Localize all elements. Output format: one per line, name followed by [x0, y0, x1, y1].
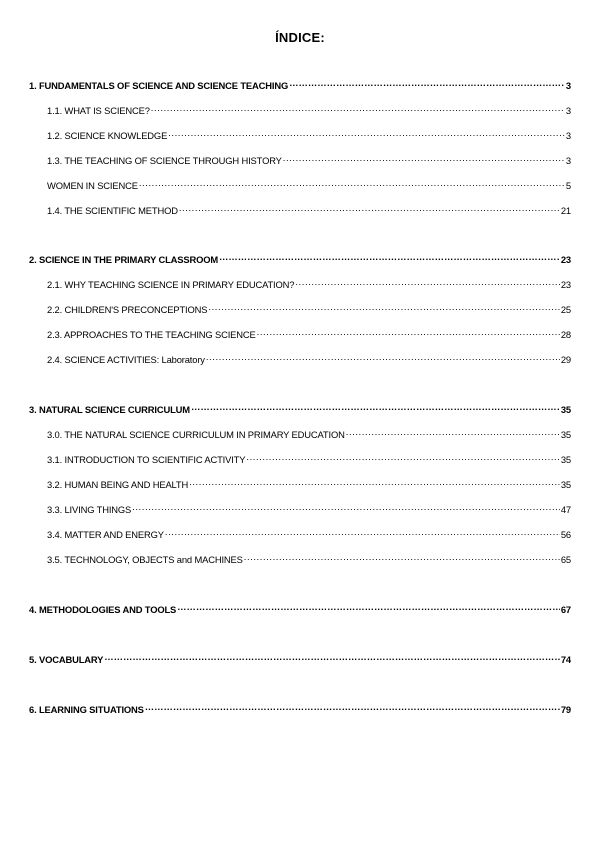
toc-entry[interactable] [47, 276, 571, 291]
toc-entry-page: 3 [565, 105, 571, 116]
toc-entry-page: 3 [565, 155, 571, 166]
toc-entry[interactable] [29, 701, 571, 716]
dot-leader [244, 551, 560, 563]
toc-entry-label: 3.2. HUMAN BEING AND HEALTH [47, 479, 189, 490]
dot-leader [177, 601, 560, 613]
toc-entry-label: 3.5. TECHNOLOGY, OBJECTS and MACHINES [47, 554, 243, 565]
toc-entry-page: 35 [560, 429, 571, 440]
dot-leader [257, 326, 560, 338]
dot-leader [206, 351, 560, 363]
toc-entry-page: 23 [560, 279, 571, 290]
toc-entry-label: 3. NATURAL SCIENCE CURRICULUM [29, 404, 190, 415]
dot-leader [283, 152, 565, 164]
toc-entry-page: 5 [565, 180, 571, 191]
toc-entry-page: 35 [560, 404, 571, 415]
dot-leader [189, 476, 560, 488]
toc-entry[interactable] [29, 401, 571, 416]
toc-entry-page: 35 [560, 454, 571, 465]
toc-entry[interactable] [47, 326, 571, 341]
toc-entry[interactable] [47, 127, 571, 142]
dot-leader [219, 251, 560, 263]
toc-entry-page: 56 [560, 529, 571, 540]
toc-entry-page: 3 [565, 80, 571, 91]
toc-entry-label: 2.1. WHY TEACHING SCIENCE IN PRIMARY EDUCATION? [47, 279, 295, 290]
toc-entry-label: 2.4. SCIENCE ACTIVITIES: Laboratory [47, 354, 205, 365]
dot-leader [132, 501, 560, 513]
page-title: ÍNDICE: [275, 30, 325, 45]
dot-leader [246, 451, 559, 463]
toc-entry-page: 23 [560, 254, 571, 265]
toc-entry-label: 3.3. LIVING THINGS [47, 504, 132, 515]
dot-leader [208, 301, 560, 313]
dot-leader [145, 701, 560, 713]
toc-entry-label: 3.0. THE NATURAL SCIENCE CURRICULUM IN PRIMARY EDUCATION [47, 429, 345, 440]
toc-entry[interactable] [47, 451, 571, 466]
dot-leader [165, 526, 560, 538]
toc-entry[interactable] [47, 152, 571, 167]
dot-leader [289, 77, 565, 89]
toc-entry[interactable] [47, 102, 571, 117]
toc-entry-page: 79 [560, 704, 571, 715]
toc-entry-page: 65 [560, 554, 571, 565]
dot-leader [168, 127, 565, 139]
toc-entry[interactable] [47, 301, 571, 316]
dot-leader [139, 177, 565, 189]
toc-entry-label: 1.2. SCIENCE KNOWLEDGE [47, 130, 168, 141]
dot-leader [191, 401, 560, 413]
toc-entry-label: WOMEN IN SCIENCE [47, 180, 138, 191]
toc-entry-label: 2. SCIENCE IN THE PRIMARY CLASSROOM [29, 254, 219, 265]
toc-entry[interactable] [47, 501, 571, 516]
toc-entry-label: 2.3. APPROACHES TO THE TEACHING SCIENCE [47, 329, 256, 340]
dot-leader [179, 202, 560, 214]
dot-leader [104, 651, 560, 663]
toc-entry-label: 1.1. WHAT IS SCIENCE? [47, 105, 150, 116]
toc-entry-label: 1.4. THE SCIENTIFIC METHOD [47, 205, 178, 216]
toc-entry[interactable] [29, 601, 571, 616]
dot-leader [151, 102, 565, 114]
toc-entry-page: 47 [560, 504, 571, 515]
toc-entry-label: 6. LEARNING SITUATIONS [29, 704, 144, 715]
dot-leader [295, 276, 560, 288]
toc-entry[interactable] [29, 651, 571, 666]
toc-entry-page: 74 [560, 654, 571, 665]
toc-entry[interactable] [47, 476, 571, 491]
toc-entry-label: 2.2. CHILDREN'S PRECONCEPTIONS [47, 304, 208, 315]
dot-leader [346, 426, 560, 438]
toc-entry[interactable] [47, 202, 571, 217]
toc-entry-label: 3.4. MATTER AND ENERGY [47, 529, 164, 540]
toc-entry-page: 29 [560, 354, 571, 365]
toc-entry-label: 4. METHODOLOGIES AND TOOLS [29, 604, 177, 615]
toc-entry[interactable] [29, 251, 571, 266]
toc-entry-page: 67 [560, 604, 571, 615]
toc-entry-label: 5. VOCABULARY [29, 654, 104, 665]
toc-entry[interactable] [29, 77, 571, 92]
toc-entry-label: 3.1. INTRODUCTION TO SCIENTIFIC ACTIVITY [47, 454, 246, 465]
toc-entry-page: 21 [560, 205, 571, 216]
toc-entry[interactable] [47, 551, 571, 566]
toc-entry-page: 3 [565, 130, 571, 141]
toc-entry-label: 1. FUNDAMENTALS OF SCIENCE AND SCIENCE TEACHING [29, 80, 289, 91]
toc-entry[interactable] [47, 526, 571, 541]
toc-entry[interactable] [47, 351, 571, 366]
toc-entry-label: 1.3. THE TEACHING OF SCIENCE THROUGH HISTORY [47, 155, 282, 166]
toc-entry[interactable] [47, 177, 571, 192]
toc-entry-page: 28 [560, 329, 571, 340]
toc-entry-page: 35 [560, 479, 571, 490]
toc-entry[interactable] [47, 426, 571, 441]
toc-entry-page: 25 [560, 304, 571, 315]
